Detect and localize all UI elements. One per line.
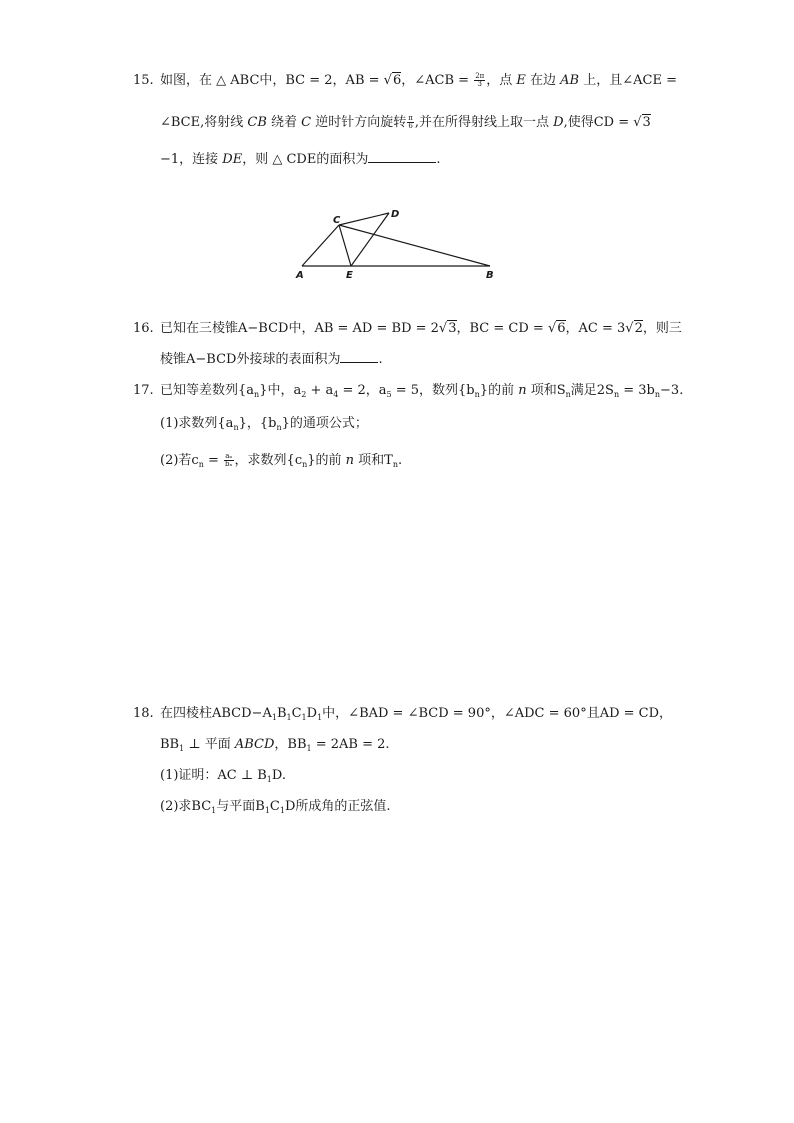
label-C: C <box>333 215 341 226</box>
q15-line3: −1，连接 DE，则 △ CDE的面积为 . <box>160 152 441 167</box>
q17-line1: 已知等差数列$\{a_n\}$中，$a_2 + a_4 = 2$，$a_5 = 5$，数列$\{b_n\}$的前 n 项和$S_n$满足$2S_n = 3b_n-3$. <box>160 383 684 399</box>
q18-line2: $BB_1$ ⊥ 平面 ABCD，$BB_1 = 2AB = 2$. <box>160 737 390 753</box>
q16-number: 16. <box>133 321 154 336</box>
triangle-figure <box>290 200 505 285</box>
label-A: A <box>296 270 304 281</box>
label-D: D <box>391 209 400 220</box>
q17-part2: (2)若$c_n$ = $\frac{\text{aₙ}}{\text{bₙ}}$ ，求数列$\{c_n\}$的前 n 项和$T_n$. <box>160 452 403 469</box>
label-E: E <box>346 270 353 281</box>
q17-part1: (1)求数列$\{a_n\}$，$\{b_n\}$的通项公式； <box>160 416 368 432</box>
q16-line2: 棱锥A−BCD外接球的表面积为 . <box>160 352 383 367</box>
q15-line2: ∠BCE,将射线 CB 绕着 C 逆时针方向旋转 $\frac{\pi}{6}$ ,并在所得射线上取一点 D,使得CD = √3 <box>160 114 651 130</box>
q18-part2: (2)求$BC_1$与平面$B_1C_1D$所成角的正弦值. <box>160 799 391 815</box>
segment-AC <box>302 225 339 266</box>
q15-line1: 如图，在 △ ABC中，BC = 2，AB = √6，∠ACB = $\frac{2\pi}{3}$ ，点 E 在边 AB 上，且∠ACE = <box>160 72 677 88</box>
q16-line1: 已知在三棱锥A−BCD中，AB = AD = BD = 2√3，BC = CD = √6，AC = 3√2，则三 <box>160 321 682 336</box>
q18-line1: 在四棱柱$ABCD-A_1B_1C_1D_1$中，∠BAD = ∠BCD = 90°，∠ADC = 60°且AD = CD， <box>160 706 673 722</box>
segment-CB <box>339 225 490 266</box>
q15-number: 15. <box>133 73 154 88</box>
q18-part1: (1)证明：AC ⊥ $B_1D$. <box>160 768 286 784</box>
q17-number: 17. <box>133 383 154 398</box>
segment-CE <box>339 225 351 266</box>
answer-blank <box>340 362 378 363</box>
label-B: B <box>486 270 494 281</box>
q18-number: 18. <box>133 706 154 721</box>
answer-blank <box>368 162 436 163</box>
